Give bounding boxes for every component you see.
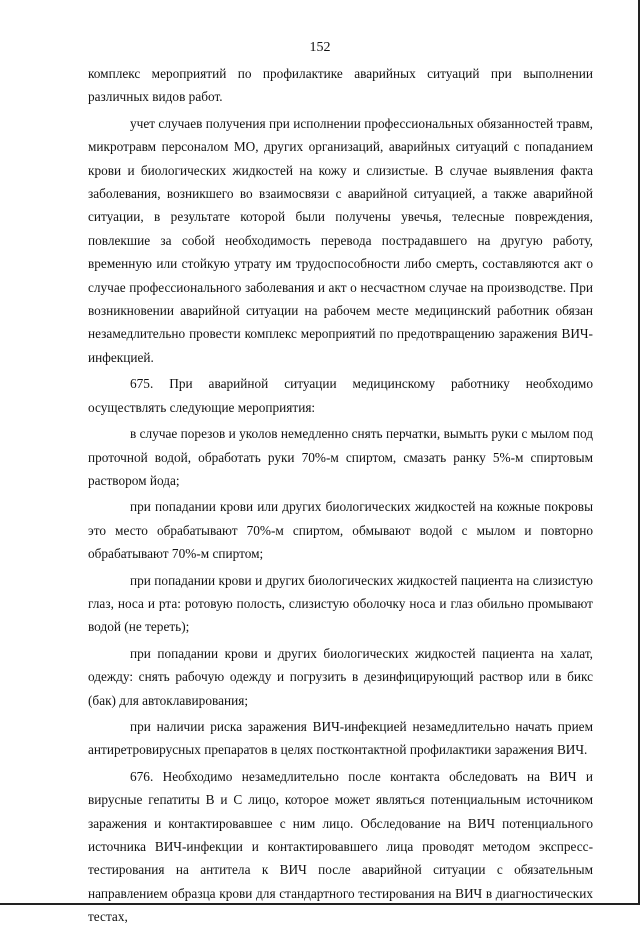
page-number: 152 xyxy=(309,40,331,55)
paragraph-prophylaxis: при наличии риска заражения ВИЧ-инфекцией незамедлительно начать прием антиретровирусных препаратов в целях постконтактной профилактики заражения ВИЧ. xyxy=(88,718,593,758)
paragraph-676: 676. Необходимо незамедлительно после контакта обследовать на ВИЧ и вирусные гепатиты В и С лицо, которое может являться потенциальным источником заражения и контактировавшее с ним лицо. Обследование на ВИЧ потенциального источника ВИЧ-инфекции и контактировавшего лица проводят методом экспресс-тестирования на антитела к ВИЧ после аварийной ситуации с обязательным направлением образца крови для стандартного тестирования на ВИЧ в диагностических тестах, xyxy=(88,768,593,925)
paragraph-675: 675. При аварийной ситуации медицинскому работнику необходимо осуществлять следующие мероприятия: xyxy=(88,376,593,415)
paragraph-mucosa: при попадании крови и других биологических жидкостей пациента на слизистую глаз, носа и рта: ротовую полость, слизистую оболочку носа и глаз обильно промывают водой (не тереть); xyxy=(88,572,593,635)
paragraph-cuts: в случае порезов и уколов немедленно снять перчатки, вымыть руки с мылом под проточной водой, обработать руки 70%-м спиртом, смазать ранку 5%-м спиртовым раствором йода; xyxy=(88,426,593,488)
paragraph-2: учет случаев получения при исполнении профессиональных обязанностей травм, микротравм персоналом МО, других организаций, аварийных ситуаций с попаданием крови и биологических жидкостей на кожу и слизистые. В случае выявления факта заболевания, возникшего во взаимосвязи с аварийной ситуацией, а также аварийной ситуации, в результате которой были получены увечья, телесные повреждения, повлекшие за собой необходимость перевода пострадавшего на другую работу, временную или стойкую утрату им трудоспособности либо смерть, составляются акт о случае профессионального заболевания и акт о несчастном случае на производстве. При возникновении аварийной ситуации на рабочем месте медицинский работник обязан незамедлительно провести комплекс мероприятий по предотвращению заражения ВИЧ-инфекцией. xyxy=(88,115,593,365)
paragraph-skin: при попадании крови или других биологических жидкостей на кожные покровы это место обрабатывают 70%-м спиртом, обмывают водой с мылом и повторно обрабатывают 70%-м спиртом; xyxy=(88,499,593,562)
page-body xyxy=(88,62,593,929)
paragraph-clothing: при попадании крови и других биологических жидкостей пациента на халат, одежду: снять рабочую одежду и погрузить в дезинфицирующий раствор или в бикс (бак) для автоклавирования; xyxy=(88,645,593,708)
paragraph-1: комплекс мероприятий по профилактике аварийных ситуаций при выполнении различных видов работ. xyxy=(88,66,593,105)
